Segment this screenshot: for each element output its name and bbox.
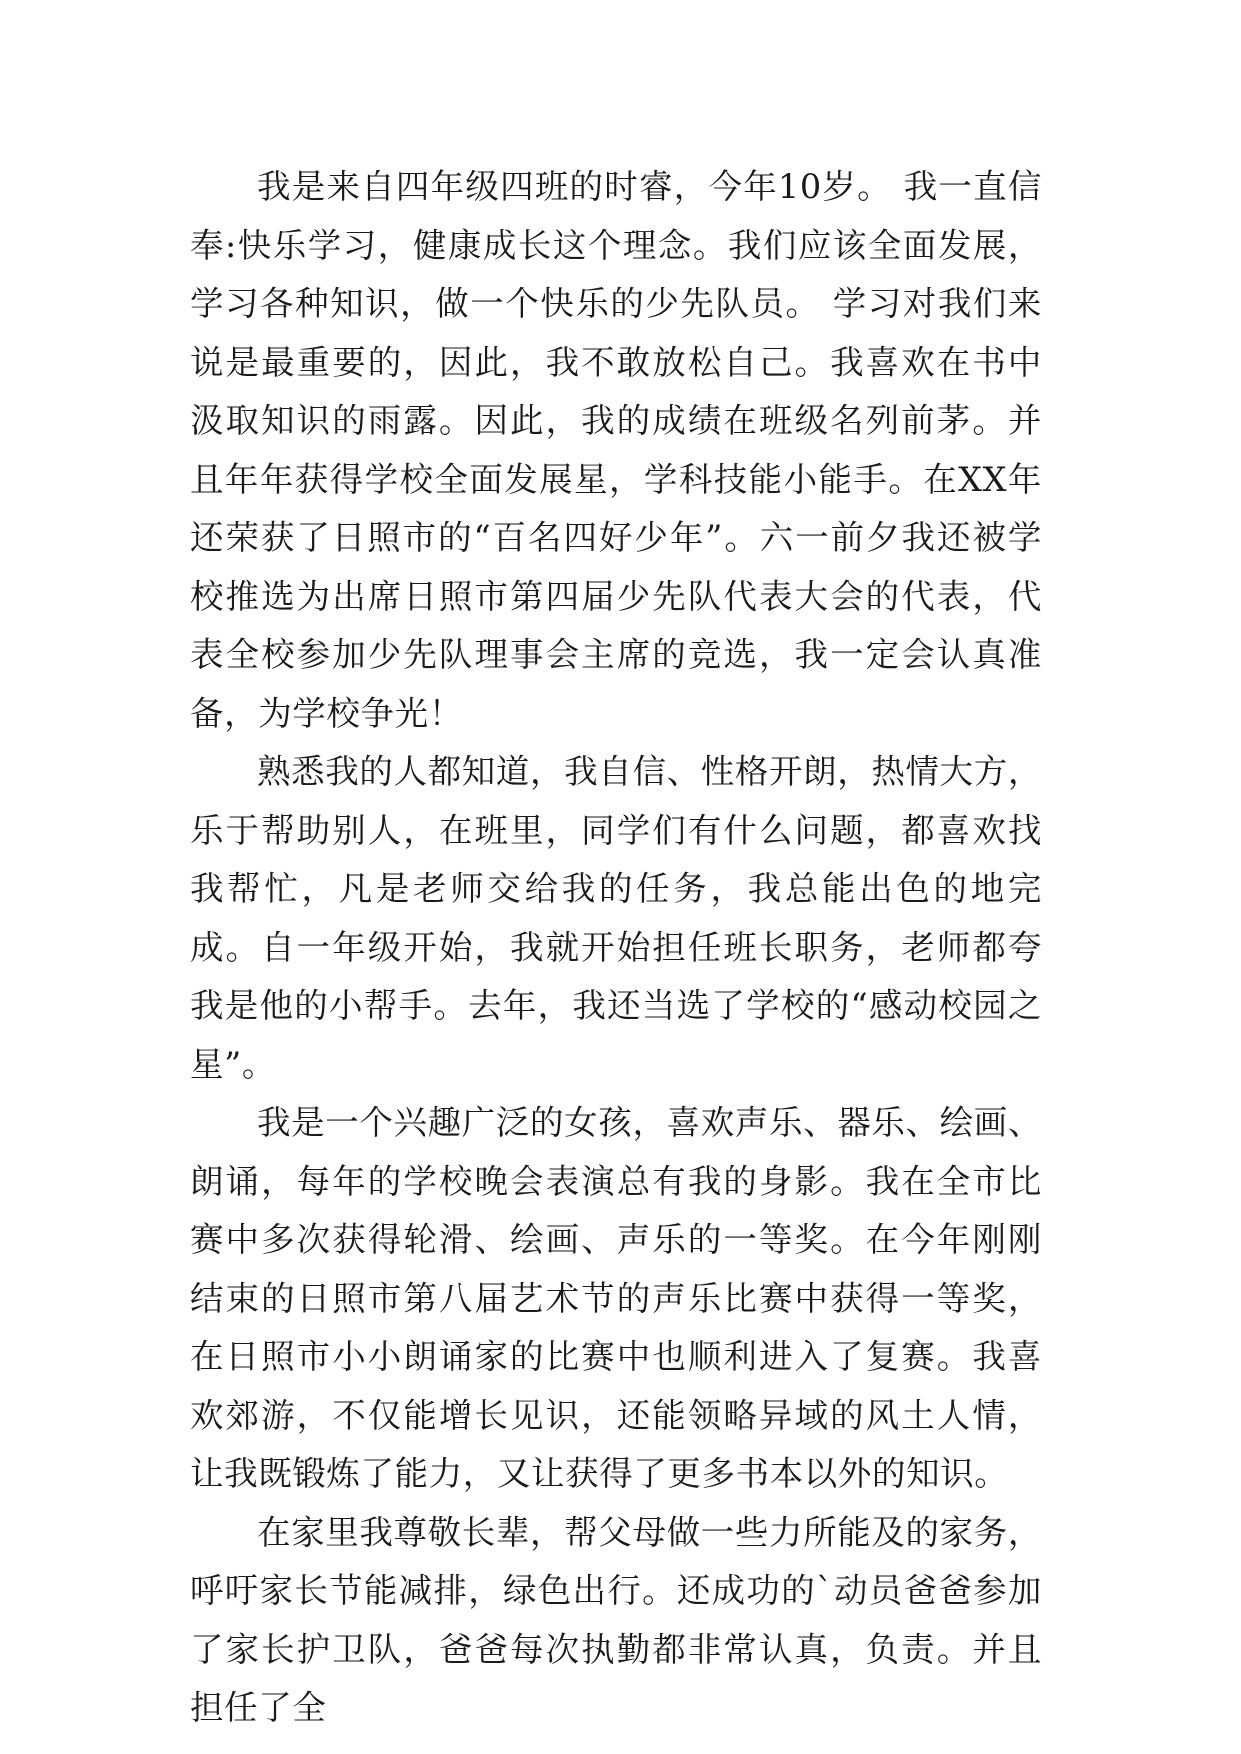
paragraph-4: 在家里我尊敬长辈，帮父母做一些力所能及的家务，呼吁家长节能减排，绿色出行。还成功的`动员爸爸参加了家长护卫队，爸爸每次执勤都非常认真，负责。并且担任了全 <box>190 1512 1042 1727</box>
paragraph-1: 我是来自四年级四班的时睿，今年10岁。 我一直信奉:快乐学习，健康成长这个理念。我们应该全面发展，学习各种知识，做一个快乐的少先队员。 学习对我们来说是最重要的，因此，我不敢放松自己。我喜欢在书中汲取知识的雨露。因此，我的成绩在班级名列前茅。并且年年获得学校全面发展星，学科技能小能手。在XX年还荣获了日照市的“百名四好少年”。六一前夕我还被学校推选为出席日照市第四届少先队代表大会的代表，代表全校参加少先队理事会主席的竞选，我一定会认真准备，为学校争光！ <box>190 167 1042 733</box>
document-body <box>190 158 1042 1738</box>
paragraph-3: 我是一个兴趣广泛的女孩，喜欢声乐、器乐、绘画、朗诵，每年的学校晚会表演总有我的身影。我在全市比赛中多次获得轮滑、绘画、声乐的一等奖。在今年刚刚结束的日照市第八届艺术节的声乐比赛中获得一等奖，在日照市小小朗诵家的比赛中也顺利进入了复赛。我喜欢郊游，不仅能增长见识，还能领略异域的风土人情，让我既锻炼了能力，又让获得了更多书本以外的知识。 <box>190 1103 1042 1493</box>
paragraph-2: 熟悉我的人都知道，我自信、性格开朗，热情大方，乐于帮助别人，在班里，同学们有什么问题，都喜欢找我帮忙，凡是老师交给我的任务，我总能出色的地完成。自一年级开始，我就开始担任班长职务，老师都夸我是他的小帮手。去年，我还当选了学校的“感动校园之星”。 <box>190 752 1042 1084</box>
